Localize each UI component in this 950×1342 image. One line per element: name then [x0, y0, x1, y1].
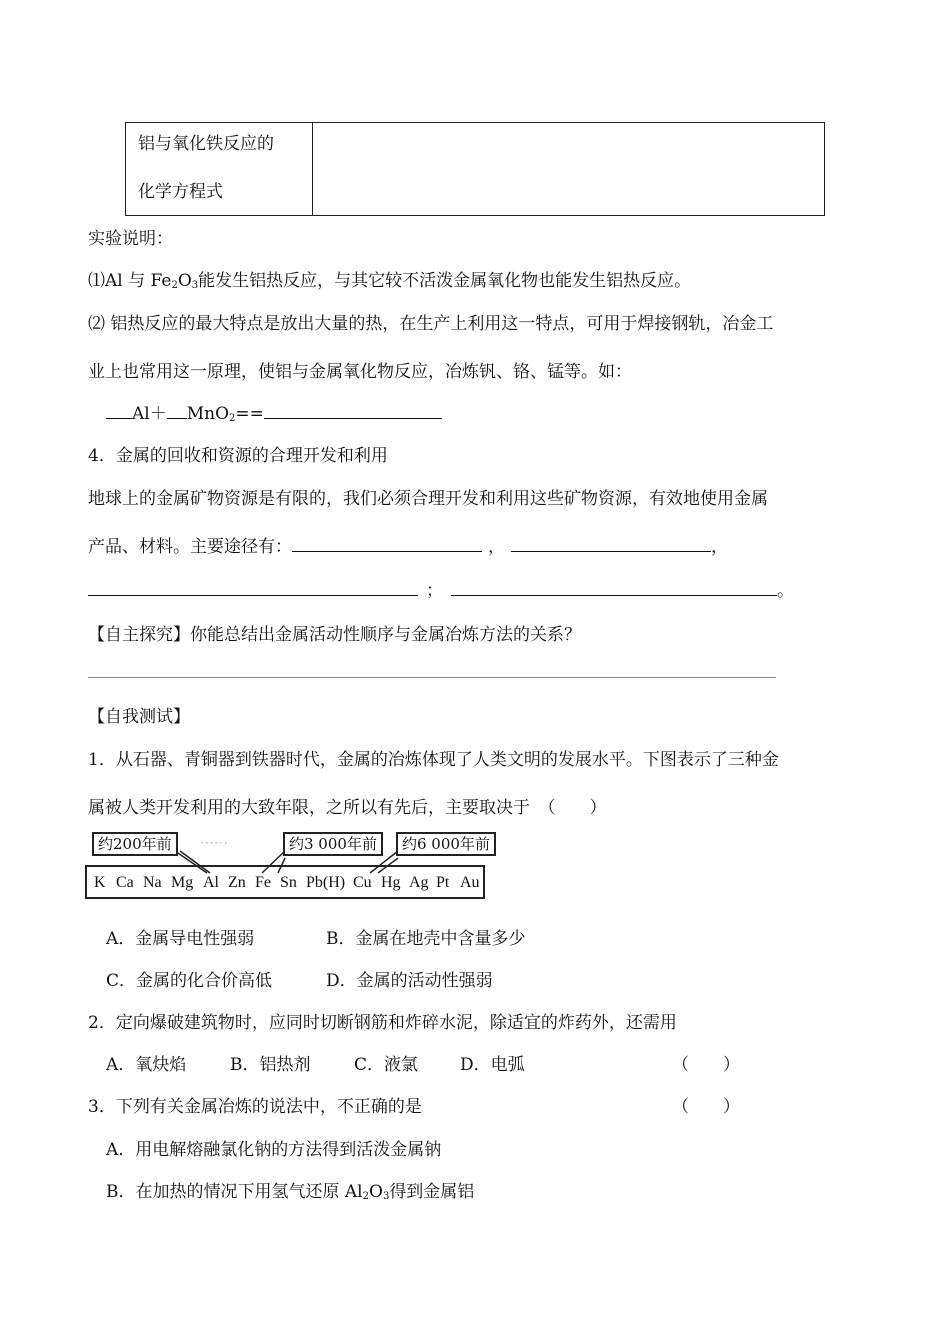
question-1-line2: 属被人类开发利用的大致年限，之所以有先后，主要取决于 （ ） — [88, 798, 607, 818]
q3-option-a[interactable]: A．用电解熔融氯化钠的方法得到活泼金属钠 — [106, 1140, 442, 1160]
experiment-point-1: ⑴Al 与 $Fe_2O_3$能发生铝热反应，与其它较不活泼金属氧化物也能发生铝热反应。 — [88, 271, 692, 291]
section-4-title: 4．金属的回收和资源的合理开发和利用 — [88, 446, 388, 466]
q3-answer-paren[interactable]: （ ） — [672, 1097, 740, 1117]
figure-tag-200: 约200年前 — [92, 832, 178, 856]
explore-question: 【自主探究】你能总结出金属活动性顺序与金属冶炼方法的关系？ — [88, 625, 581, 645]
q2-option-d[interactable]: D．电弧 — [460, 1055, 525, 1075]
metal-item: Ag — [409, 874, 429, 891]
experiment-point-2-line2: 业上也常用这一原理，使铝与金属氧化物反应，冶炼钒、铬、锰等。如： — [88, 362, 632, 382]
q1-option-a[interactable]: A．金属导电性强弱 — [106, 929, 255, 949]
q1-option-b[interactable]: B．金属在地壳中含量多少 — [326, 929, 526, 949]
experiment-title: 实验说明： — [88, 229, 173, 249]
metal-item: Pb(H) — [306, 874, 346, 891]
figure-tag-3000: 约3 000年前 — [283, 832, 383, 856]
metal-item: Mg — [171, 874, 194, 891]
metal-item: Zn — [228, 874, 246, 891]
metal-item: Al — [203, 874, 219, 891]
section-4-line2: 产品、材料。主要途径有： ， ， — [88, 537, 728, 557]
self-test-title: 【自我测试】 — [88, 707, 190, 727]
q1-option-c[interactable]: C．金属的化合价高低 — [106, 971, 273, 991]
metal-item: Au — [460, 874, 480, 891]
question-2: 2．定向爆破建筑物时，应同时切断钢筋和炸碎水泥，除适宜的炸药外，还需用 — [88, 1013, 677, 1033]
metal-item: Ca — [116, 874, 134, 891]
figure-tag-6000: 约6 000年前 — [396, 832, 496, 856]
q3-option-b[interactable]: B．在加热的情况下用氢气还原 $Al_2O_3$得到金属铝 — [106, 1182, 475, 1202]
thermite-equation: Al＋ MnO$_2$== — [106, 399, 442, 424]
metal-item: Sn — [280, 874, 297, 891]
metal-item: Pt — [436, 874, 450, 891]
q2-answer-paren[interactable]: （ ） — [672, 1055, 740, 1075]
experiment-point-2-line1: ⑵ 铝热反应的最大特点是放出大量的热，在生产上利用这一特点，可用于焊接钢轨，冶金工 — [88, 314, 774, 334]
metal-activity-series — [85, 865, 485, 899]
reaction-label-line2: 化学方程式 — [138, 182, 223, 202]
q2-option-b[interactable]: B．铝热剂 — [230, 1055, 311, 1075]
section-4-line3: ； 。 — [88, 576, 794, 601]
metal-item: Fe — [255, 874, 271, 891]
q2-option-a[interactable]: A．氧炔焰 — [106, 1055, 187, 1075]
metal-item: Cu — [353, 874, 372, 891]
q2-option-c[interactable]: C．液氯 — [354, 1055, 419, 1075]
metal-item: K — [94, 874, 106, 891]
q1-option-d[interactable]: D．金属的活动性强弱 — [326, 971, 493, 991]
metal-item: Na — [143, 874, 162, 891]
metal-item: Hg — [381, 874, 401, 891]
question-1-line1: 1．从石器、青铜器到铁器时代，金属的冶炼体现了人类文明的发展水平。下图表示了三种金 — [88, 750, 779, 770]
reaction-label-line1: 铝与氧化铁反应的 — [138, 134, 274, 154]
section-4-line1: 地球上的金属矿物资源是有限的，我们必须合理开发和利用这些矿物资源，有效地使用金属 — [88, 489, 768, 509]
question-3: 3．下列有关金属冶炼的说法中，不正确的是 — [88, 1097, 422, 1117]
figure-faint-text: ⋯⋯ — [200, 835, 228, 851]
